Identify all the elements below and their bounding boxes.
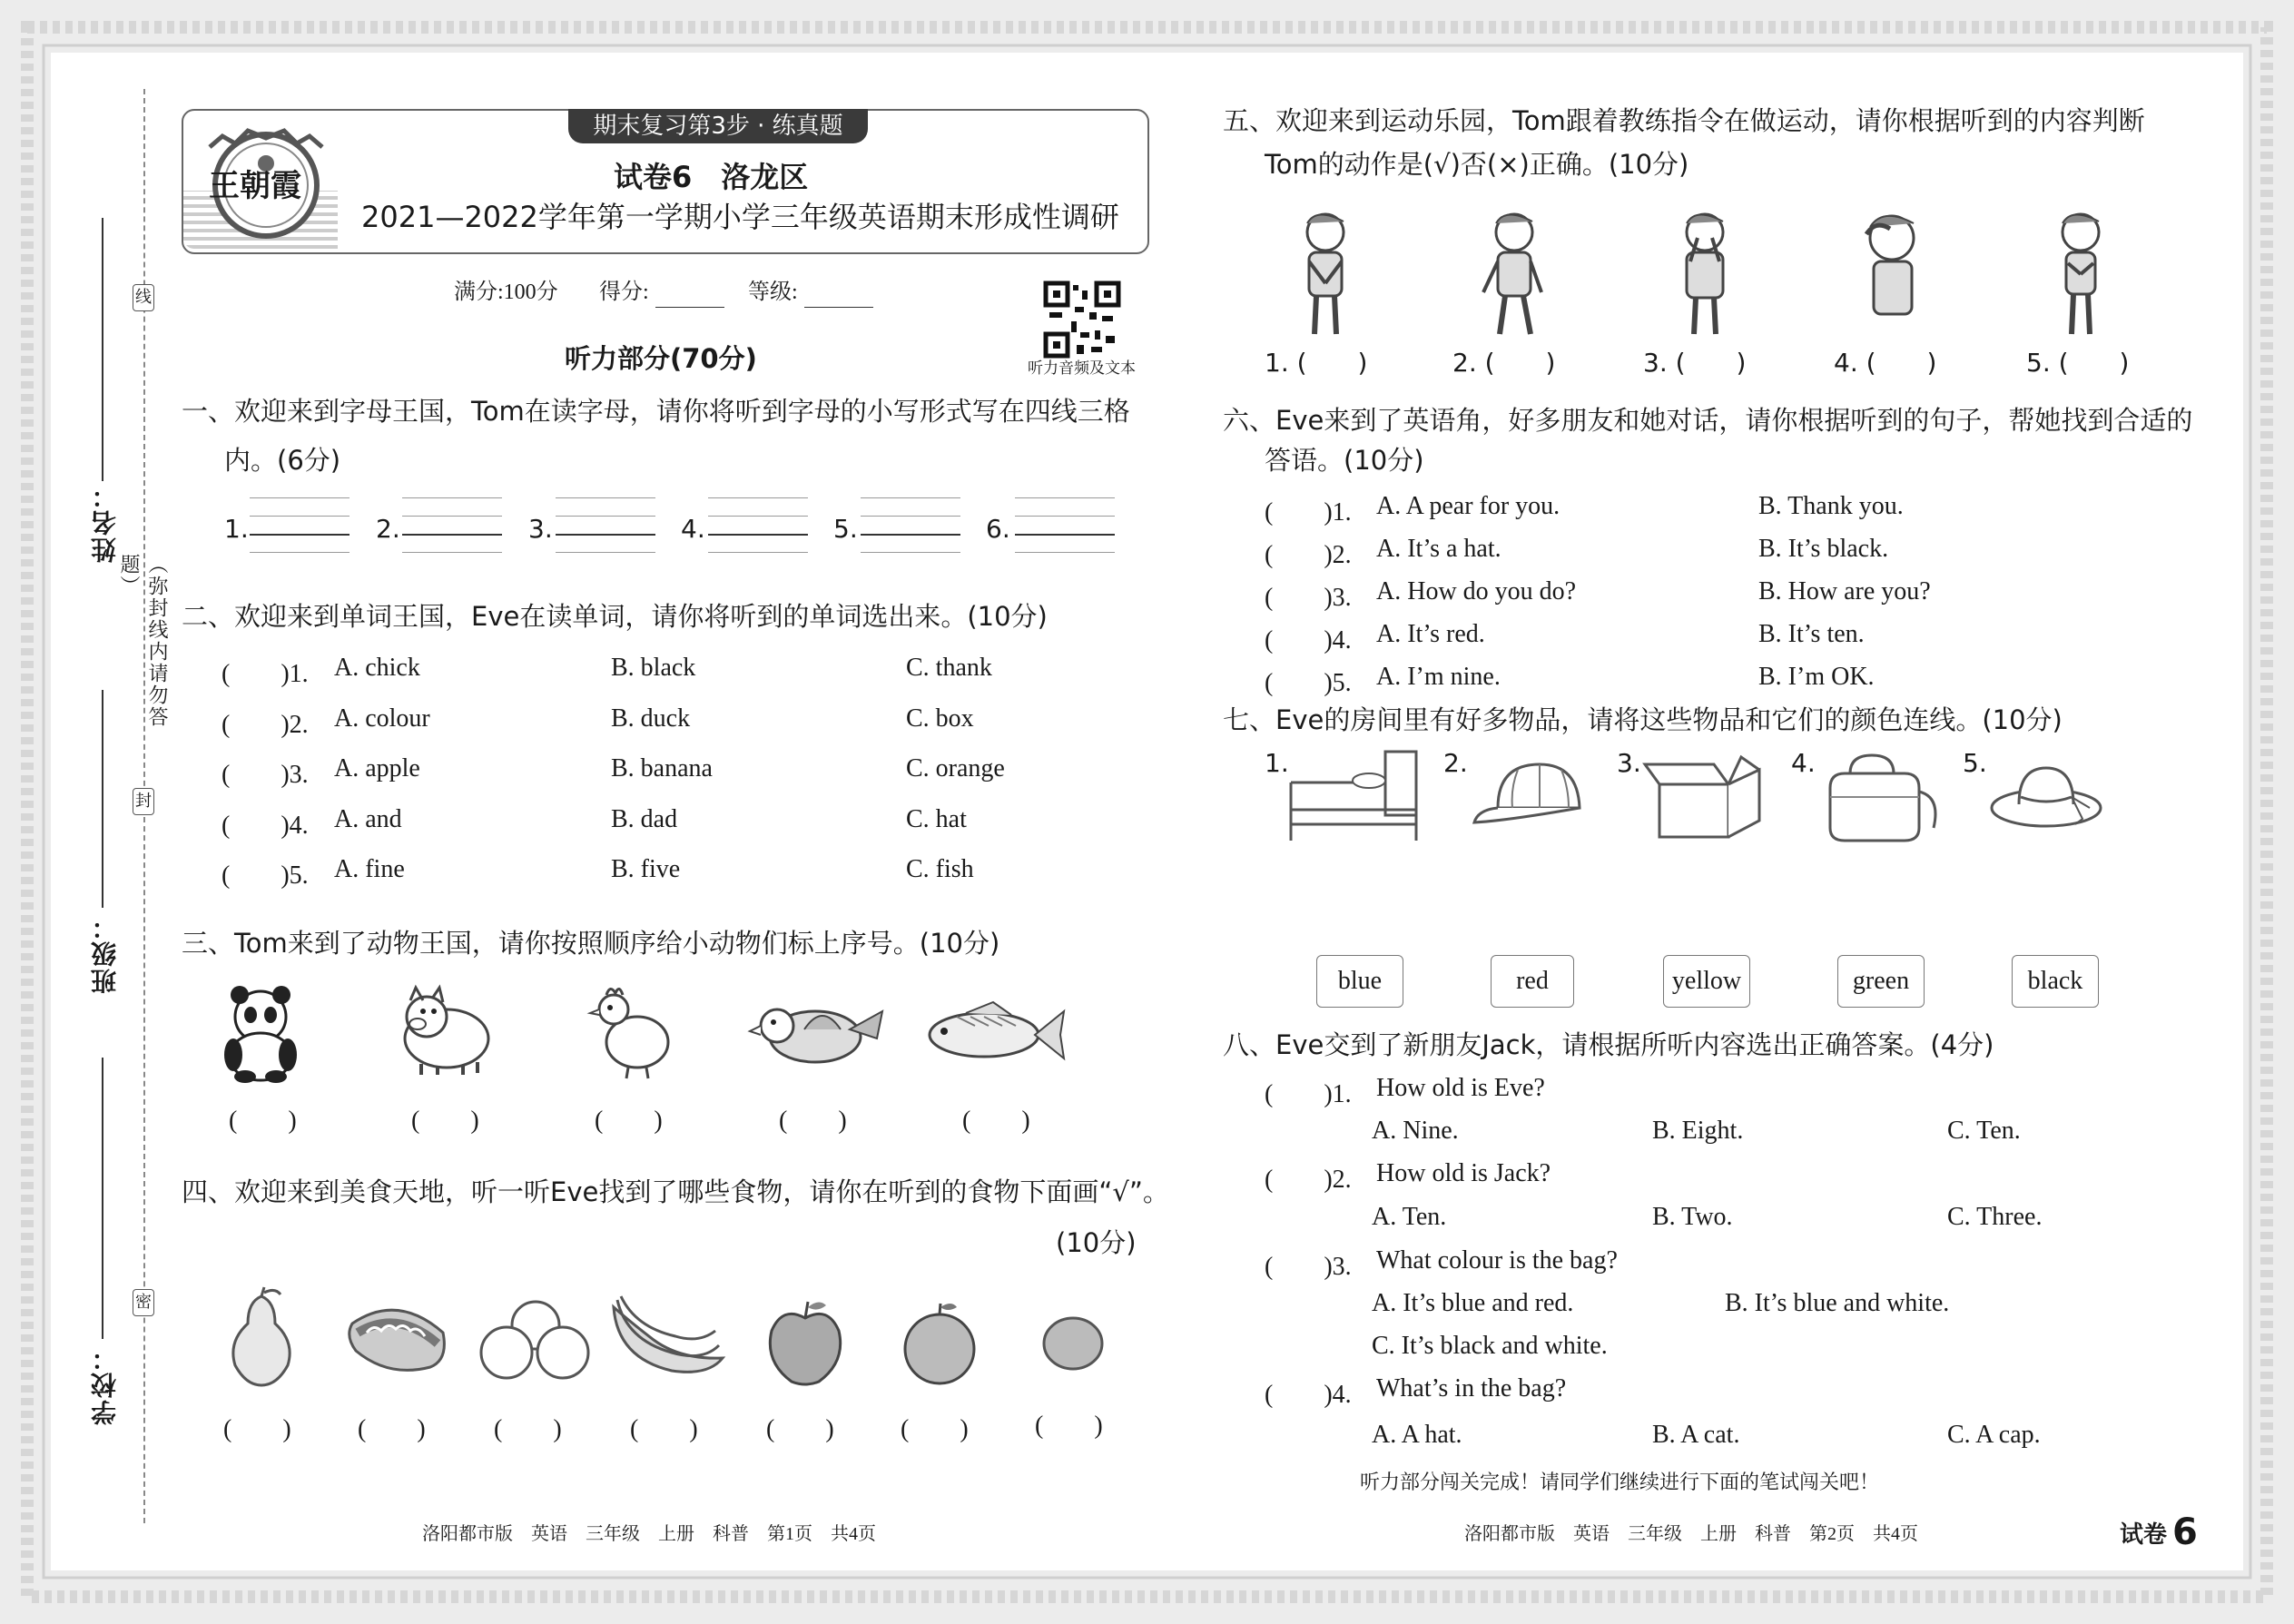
apple-icon [764, 1298, 846, 1389]
option-c: C. It’s black and white. [1372, 1332, 1608, 1360]
q4-prompt: 四、欢迎来到美食天地，听一听Eve找到了哪些食物，请你在听到的食物下面画“√”。 [182, 1176, 1169, 1207]
option-b: B. dad [611, 805, 678, 833]
q5-prompt: 五、欢迎来到运动乐园，Tom跟着教练指令在做运动，请你根据听到的内容判断 [1223, 105, 2145, 136]
option-c: C. Ten. [1947, 1117, 2021, 1145]
option-a: A. A pear for you. [1376, 492, 1561, 520]
score-field[interactable] [655, 307, 724, 308]
cut-mark-seal: 封 [133, 788, 154, 815]
answer-blank[interactable]: 1. ( ) [1265, 348, 1368, 378]
name-label: 姓名： [90, 481, 120, 563]
orange-icon [899, 1298, 980, 1389]
paper-number: 试卷6 洛龙区 [614, 160, 809, 194]
answer-blank[interactable]: ( ) [595, 1107, 663, 1135]
question-stem: What colour is the bag? [1376, 1246, 1618, 1275]
answer-blank[interactable]: ( )2. [222, 711, 309, 739]
q8-prompt: 八、Eve交到了新朋友Jack，请根据所听内容选出正确答案。(4分) [1223, 1029, 1994, 1060]
option-b: B. How are you? [1758, 577, 1931, 605]
q1-label: 1. [224, 514, 249, 544]
color-choice-red[interactable]: red [1491, 955, 1574, 1008]
option-b: B. duck [611, 704, 691, 733]
school-label: 学校： [90, 1343, 120, 1425]
class-field[interactable] [102, 690, 103, 908]
answer-blank[interactable]: ( ) [229, 1107, 297, 1135]
cut-mark-line: 线 [133, 284, 154, 311]
four-line-grid[interactable] [250, 497, 350, 556]
option-c: C. hat [906, 805, 967, 833]
hotdog-icon [343, 1296, 452, 1378]
class-label: 班级： [90, 912, 120, 994]
bag-icon [1817, 752, 1944, 842]
hen-icon [586, 982, 677, 1082]
answer-blank[interactable]: 3. ( ) [1643, 348, 1747, 378]
paper-badge-number: 6 [2172, 1511, 2198, 1553]
listening-closing: 听力部分闯关完成！请同学们继续进行下面的笔试闯关吧！ [1360, 1471, 1880, 1493]
option-b: B. Eight. [1652, 1117, 1744, 1145]
q7-label: 5. [1963, 748, 1987, 778]
binding-note: （弥封线内请勿答题） [117, 554, 168, 728]
answer-blank[interactable]: ( ) [962, 1107, 1030, 1135]
logo-text: 王朝霞 [209, 170, 301, 203]
four-line-grid[interactable] [708, 497, 808, 556]
option-c: C. fish [906, 855, 974, 883]
q5-prompt-cont: Tom的动作是(√)否(×)正确。(10分) [1265, 149, 1689, 180]
boy-exercise-1-icon [1289, 211, 1362, 338]
answer-blank[interactable]: ( )2. [1265, 1166, 1352, 1194]
q7-prompt: 七、Eve的房间里有好多物品，请将这些物品和它们的颜色连线。(10分) [1223, 704, 2063, 735]
answer-blank[interactable]: ( ) [901, 1415, 969, 1443]
answer-blank[interactable]: ( ) [779, 1107, 847, 1135]
boy-exercise-4-icon [1848, 211, 1939, 338]
cut-mark-fold: 密 [133, 1289, 154, 1316]
bed-icon [1285, 746, 1422, 846]
color-choice-blue[interactable]: blue [1316, 955, 1403, 1008]
answer-blank[interactable]: ( )1. [1265, 498, 1352, 527]
option-a: A. colour [334, 704, 430, 733]
name-field[interactable] [102, 218, 103, 481]
answer-blank[interactable]: 2. ( ) [1452, 348, 1556, 378]
boy-exercise-2-icon [1478, 211, 1551, 338]
q1-label: 4. [681, 514, 705, 544]
four-line-grid[interactable] [861, 497, 960, 556]
q7-label: 2. [1443, 748, 1468, 778]
answer-blank[interactable]: ( ) [766, 1415, 834, 1443]
option-b: B. A cat. [1652, 1421, 1740, 1449]
answer-blank[interactable]: ( )5. [222, 861, 309, 890]
four-line-grid[interactable] [556, 497, 655, 556]
option-c: C. Three. [1947, 1203, 2043, 1231]
q1-label: 3. [528, 514, 553, 544]
option-b: B. It’s black. [1758, 535, 1889, 563]
cap-icon [1471, 757, 1589, 830]
answer-blank[interactable]: ( ) [494, 1415, 562, 1443]
option-c: C. A cap. [1947, 1421, 2041, 1449]
option-a: A. fine [334, 855, 405, 883]
q1-prompt-cont: 内。(6分) [224, 445, 341, 476]
option-b: B. five [611, 855, 681, 883]
paper-title: 2021—2022学年第一学期小学三年级英语期末形成性调研 [361, 200, 1119, 234]
answer-blank[interactable]: ( )3. [1265, 584, 1352, 612]
option-a: A. I’m nine. [1376, 663, 1501, 691]
buns-icon [476, 1300, 594, 1382]
option-a: A. and [334, 805, 402, 833]
option-b: B. It’s blue and white. [1725, 1289, 1950, 1317]
q7-label: 4. [1791, 748, 1816, 778]
school-field[interactable] [102, 1058, 103, 1339]
answer-blank[interactable]: 4. ( ) [1834, 348, 1937, 378]
answer-blank[interactable]: ( )1. [1265, 1080, 1352, 1108]
answer-blank[interactable]: ( )4. [222, 812, 309, 840]
q1-label: 5. [833, 514, 858, 544]
answer-blank[interactable]: ( ) [630, 1415, 698, 1443]
footer-left: 洛阳都市版 英语 三年级 上册 科普 第1页 共4页 [422, 1524, 876, 1544]
answer-blank[interactable]: ( ) [411, 1107, 479, 1135]
q1-label: 6. [986, 514, 1010, 544]
q1-prompt: 一、欢迎来到字母王国，Tom在读字母，请你将听到字母的小写形式写在四线三格 [182, 396, 1130, 427]
four-line-grid[interactable] [402, 497, 502, 556]
answer-blank[interactable]: ( )3. [1265, 1253, 1352, 1281]
q4-score: (10分) [1056, 1227, 1137, 1258]
box-icon [1641, 752, 1768, 842]
option-b: B. banana [611, 754, 713, 782]
qr-code-icon[interactable] [1044, 281, 1120, 358]
panda-icon [211, 982, 310, 1082]
footer-right: 洛阳都市版 英语 三年级 上册 科普 第2页 共4页 [1464, 1524, 1918, 1544]
option-b: B. black [611, 654, 696, 682]
answer-blank[interactable]: ( )2. [1265, 541, 1352, 569]
option-a: A. It’s blue and red. [1372, 1289, 1574, 1317]
option-b: B. Two. [1652, 1203, 1733, 1231]
listening-title: 听力部分(70分) [565, 343, 757, 374]
q3-prompt: 三、Tom来到了动物王国，请你按照顺序给小动物们标上序号。(10分) [182, 928, 1000, 959]
option-a: A. Ten. [1372, 1203, 1447, 1231]
q6-prompt-cont: 答语。(10分) [1265, 445, 1424, 476]
option-a: A. It’s red. [1376, 620, 1485, 648]
option-b: B. Thank you. [1758, 492, 1904, 520]
option-a: A. It’s a hat. [1376, 535, 1501, 563]
option-b: B. It’s ten. [1758, 620, 1865, 648]
score-label: 得分: [599, 281, 649, 304]
option-c: C. box [906, 704, 974, 733]
question-stem: What’s in the bag? [1376, 1374, 1567, 1403]
option-a: A. apple [334, 754, 420, 782]
answer-blank[interactable]: ( ) [1035, 1412, 1103, 1440]
hat-icon [1988, 752, 2106, 842]
qr-caption: 听力音频及文本 [1028, 359, 1136, 378]
boy-exercise-5-icon [2044, 211, 2117, 338]
fish-icon [921, 999, 1066, 1071]
question-stem: How old is Eve? [1376, 1074, 1545, 1102]
answer-blank[interactable]: ( )3. [222, 761, 309, 789]
q6-prompt: 六、Eve来到了英语角，好多朋友和她对话，请你根据听到的句子，帮她找到合适的 [1223, 405, 2193, 436]
answer-blank[interactable]: ( )1. [222, 660, 309, 688]
answer-blank[interactable]: ( ) [223, 1415, 291, 1443]
color-choice-black[interactable]: black [2012, 955, 2099, 1008]
answer-blank[interactable]: ( )4. [1265, 1381, 1352, 1409]
grade-label: 等级: [748, 281, 798, 304]
full-score: 满分:100分 [454, 281, 558, 304]
answer-blank[interactable]: ( )5. [1265, 669, 1352, 697]
option-a: A. A hat. [1372, 1421, 1462, 1449]
color-choice-green[interactable]: green [1837, 955, 1925, 1008]
option-b: B. I’m OK. [1758, 663, 1875, 691]
egg-icon [1037, 1307, 1109, 1380]
series-banner: 期末复习第3步 · 练真题 [568, 109, 868, 143]
option-c: C. thank [906, 654, 992, 682]
answer-blank[interactable]: ( )4. [1265, 626, 1352, 655]
option-c: C. orange [906, 754, 1005, 782]
paper-badge-label: 试卷 [2120, 1521, 2168, 1549]
pig-icon [390, 986, 499, 1077]
color-choice-yellow[interactable]: yellow [1663, 955, 1750, 1008]
question-stem: How old is Jack? [1376, 1159, 1551, 1187]
q2-prompt: 二、欢迎来到单词王国，Eve在读单词，请你将听到的单词选出来。(10分) [182, 601, 1048, 632]
q7-label: 1. [1265, 748, 1289, 778]
grade-field[interactable] [804, 307, 873, 308]
banana-icon [608, 1294, 726, 1385]
answer-blank[interactable]: ( ) [358, 1415, 426, 1443]
option-a: A. How do you do? [1376, 577, 1577, 605]
bird-icon [750, 993, 886, 1075]
q7-label: 3. [1617, 748, 1641, 778]
answer-blank[interactable]: 5. ( ) [2026, 348, 2130, 378]
option-a: A. Nine. [1372, 1117, 1459, 1145]
q1-label: 2. [376, 514, 400, 544]
option-a: A. chick [334, 654, 420, 682]
pear-icon [221, 1287, 302, 1387]
boy-exercise-3-icon [1665, 211, 1747, 338]
four-line-grid[interactable] [1015, 497, 1115, 556]
